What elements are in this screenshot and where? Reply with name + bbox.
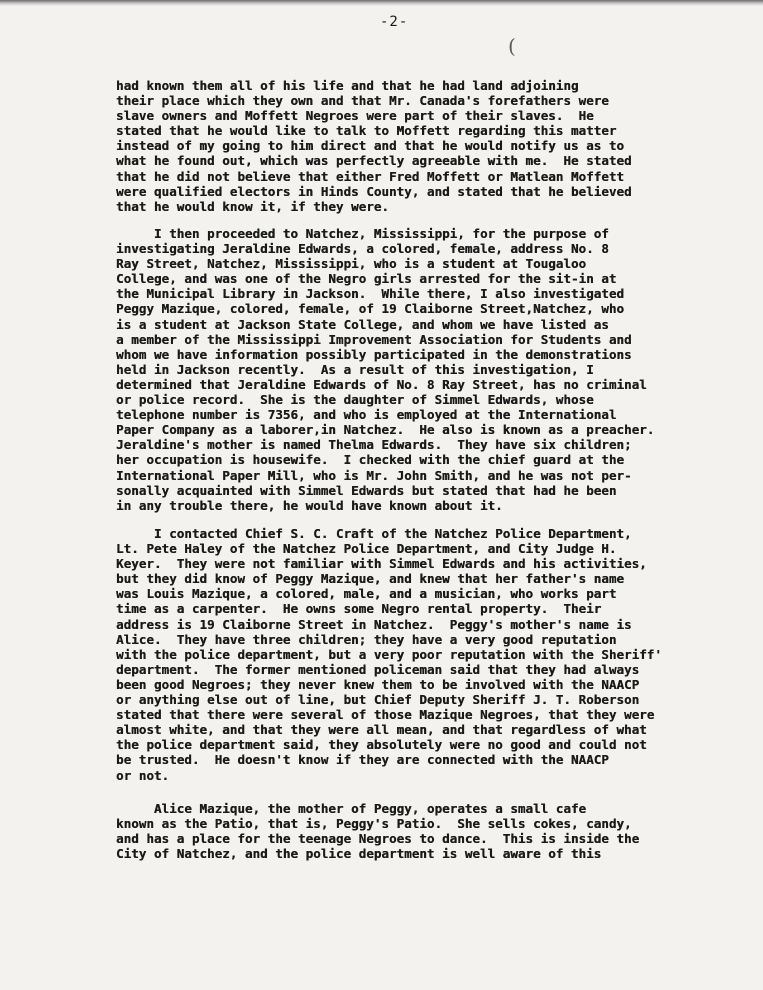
text-line: time as a carpenter. He owns some Negro rental property. Their bbox=[116, 601, 602, 617]
text-line: Keyer. They were not familiar with Simmel Edwards and his activities, bbox=[116, 556, 647, 572]
text-line: or police record. She is the daughter of Simmel Edwards, whose bbox=[116, 392, 594, 408]
text-line: address is 19 Claiborne Street in Natchez. Peggy's mother's name is bbox=[116, 616, 632, 632]
paragraph-4 bbox=[116, 801, 756, 861]
text-line: with the police department, but a very poor reputation with the Sheriff' bbox=[116, 646, 662, 662]
text-line: Alice. They have three children; they have a very good reputation bbox=[116, 631, 617, 647]
text-line: and has a place for the teenage Negroes to dance. This is inside the bbox=[116, 831, 640, 847]
text-line: College, and was one of the Negro girls arrested for the sit-in at bbox=[116, 271, 617, 287]
paragraph-2 bbox=[116, 226, 756, 513]
page-number: -2- bbox=[380, 14, 409, 30]
text-line: is a student at Jackson State College, and whom we have listed as bbox=[116, 316, 609, 332]
text-line: or anything else out of line, but Chief Deputy Sheriff J. T. Roberson bbox=[116, 692, 640, 708]
text-line: slave owners and Moffett Negroes were part of their slaves. He bbox=[116, 108, 594, 124]
text-line: a member of the Mississippi Improvement Association for Students and bbox=[116, 331, 632, 347]
text-line: whom we have information possibly participated in the demonstrations bbox=[116, 346, 632, 362]
text-line: their place which they own and that Mr. Canada's forefathers were bbox=[116, 93, 609, 109]
text-line: in any trouble there, he would have known about it. bbox=[116, 497, 503, 513]
text-line: Alice Mazique, the mother of Peggy, operates a small cafe bbox=[116, 801, 587, 816]
text-line: International Paper Mill, who is Mr. John Smith, and he was not per- bbox=[116, 467, 632, 483]
text-line: her occupation is housewife. I checked with the chief guard at the bbox=[116, 452, 624, 468]
text-line: had known them all of his life and that he had land adjoining bbox=[116, 78, 579, 93]
scan-top-edge bbox=[0, 0, 763, 6]
text-line: was Louis Mazique, a colored, male, and a musician, who works part bbox=[116, 586, 617, 602]
text-line: sonally acquainted with Simmel Edwards but stated that had he been bbox=[116, 482, 617, 498]
text-line: telephone number is 7356, and who is employed at the International bbox=[116, 407, 617, 423]
text-line: Paper Company as a laborer,in Natchez. He also is known as a preacher. bbox=[116, 422, 655, 438]
text-line: instead of my going to him direct and that he would notify us as to bbox=[116, 138, 624, 154]
paragraph-1 bbox=[116, 78, 756, 214]
text-line: stated that he would like to talk to Moffett regarding this matter bbox=[116, 123, 617, 139]
text-line: or not. bbox=[116, 767, 170, 783]
text-line: department. The former mentioned policeman said that they had always bbox=[116, 661, 640, 677]
text-line: but they did know of Peggy Mazique, and knew that her father's name bbox=[116, 571, 624, 587]
text-line: that he would know it, if they were. bbox=[116, 198, 389, 214]
text-line: I then proceeded to Natchez, Mississippi, for the purpose of bbox=[116, 226, 609, 241]
text-line: be trusted. He doesn't know if they are connected with the NAACP bbox=[116, 752, 609, 768]
text-line: almost white, and that they were all mean, and that regardless of what bbox=[116, 722, 647, 738]
text-line: determined that Jeraldine Edwards of No. 8 Ray Street, has no criminal bbox=[116, 376, 647, 392]
text-line: stated that there were several of those Mazique Negroes, that they were bbox=[116, 707, 655, 723]
paragraph-3 bbox=[116, 526, 756, 783]
text-line: City of Natchez, and the police department is well aware of this bbox=[116, 846, 602, 862]
text-line: were qualified electors in Hinds County, and stated that he believed bbox=[116, 183, 632, 199]
text-line: Peggy Mazique, colored, female, of 19 Claiborne Street,Natchez, who bbox=[116, 301, 624, 317]
text-line: the Municipal Library in Jackson. While there, I also investigated bbox=[116, 286, 624, 302]
margin-mark: ( bbox=[508, 34, 516, 58]
text-line: the police department said, they absolutely were no good and could not bbox=[116, 737, 647, 753]
text-line: been good Negroes; they never knew them to be involved with the NAACP bbox=[116, 676, 640, 692]
text-line: Ray Street, Natchez, Mississippi, who is a student at Tougaloo bbox=[116, 256, 587, 272]
text-line: Lt. Pete Haley of the Natchez Police Department, and City Judge H. bbox=[116, 541, 617, 557]
text-line: I contacted Chief S. C. Craft of the Natchez Police Department, bbox=[116, 526, 632, 541]
text-line: known as the Patio, that is, Peggy's Patio. She sells cokes, candy, bbox=[116, 816, 632, 832]
text-line: held in Jackson recently. As a result of this investigation, I bbox=[116, 361, 594, 377]
text-line: that he did not believe that either Fred Moffett or Matlean Moffett bbox=[116, 168, 624, 184]
text-line: investigating Jeraldine Edwards, a colored, female, address No. 8 bbox=[116, 241, 609, 257]
text-line: what he found out, which was perfectly agreeable with me. He stated bbox=[116, 153, 632, 169]
text-line: Jeraldine's mother is named Thelma Edwards. They have six children; bbox=[116, 437, 632, 453]
